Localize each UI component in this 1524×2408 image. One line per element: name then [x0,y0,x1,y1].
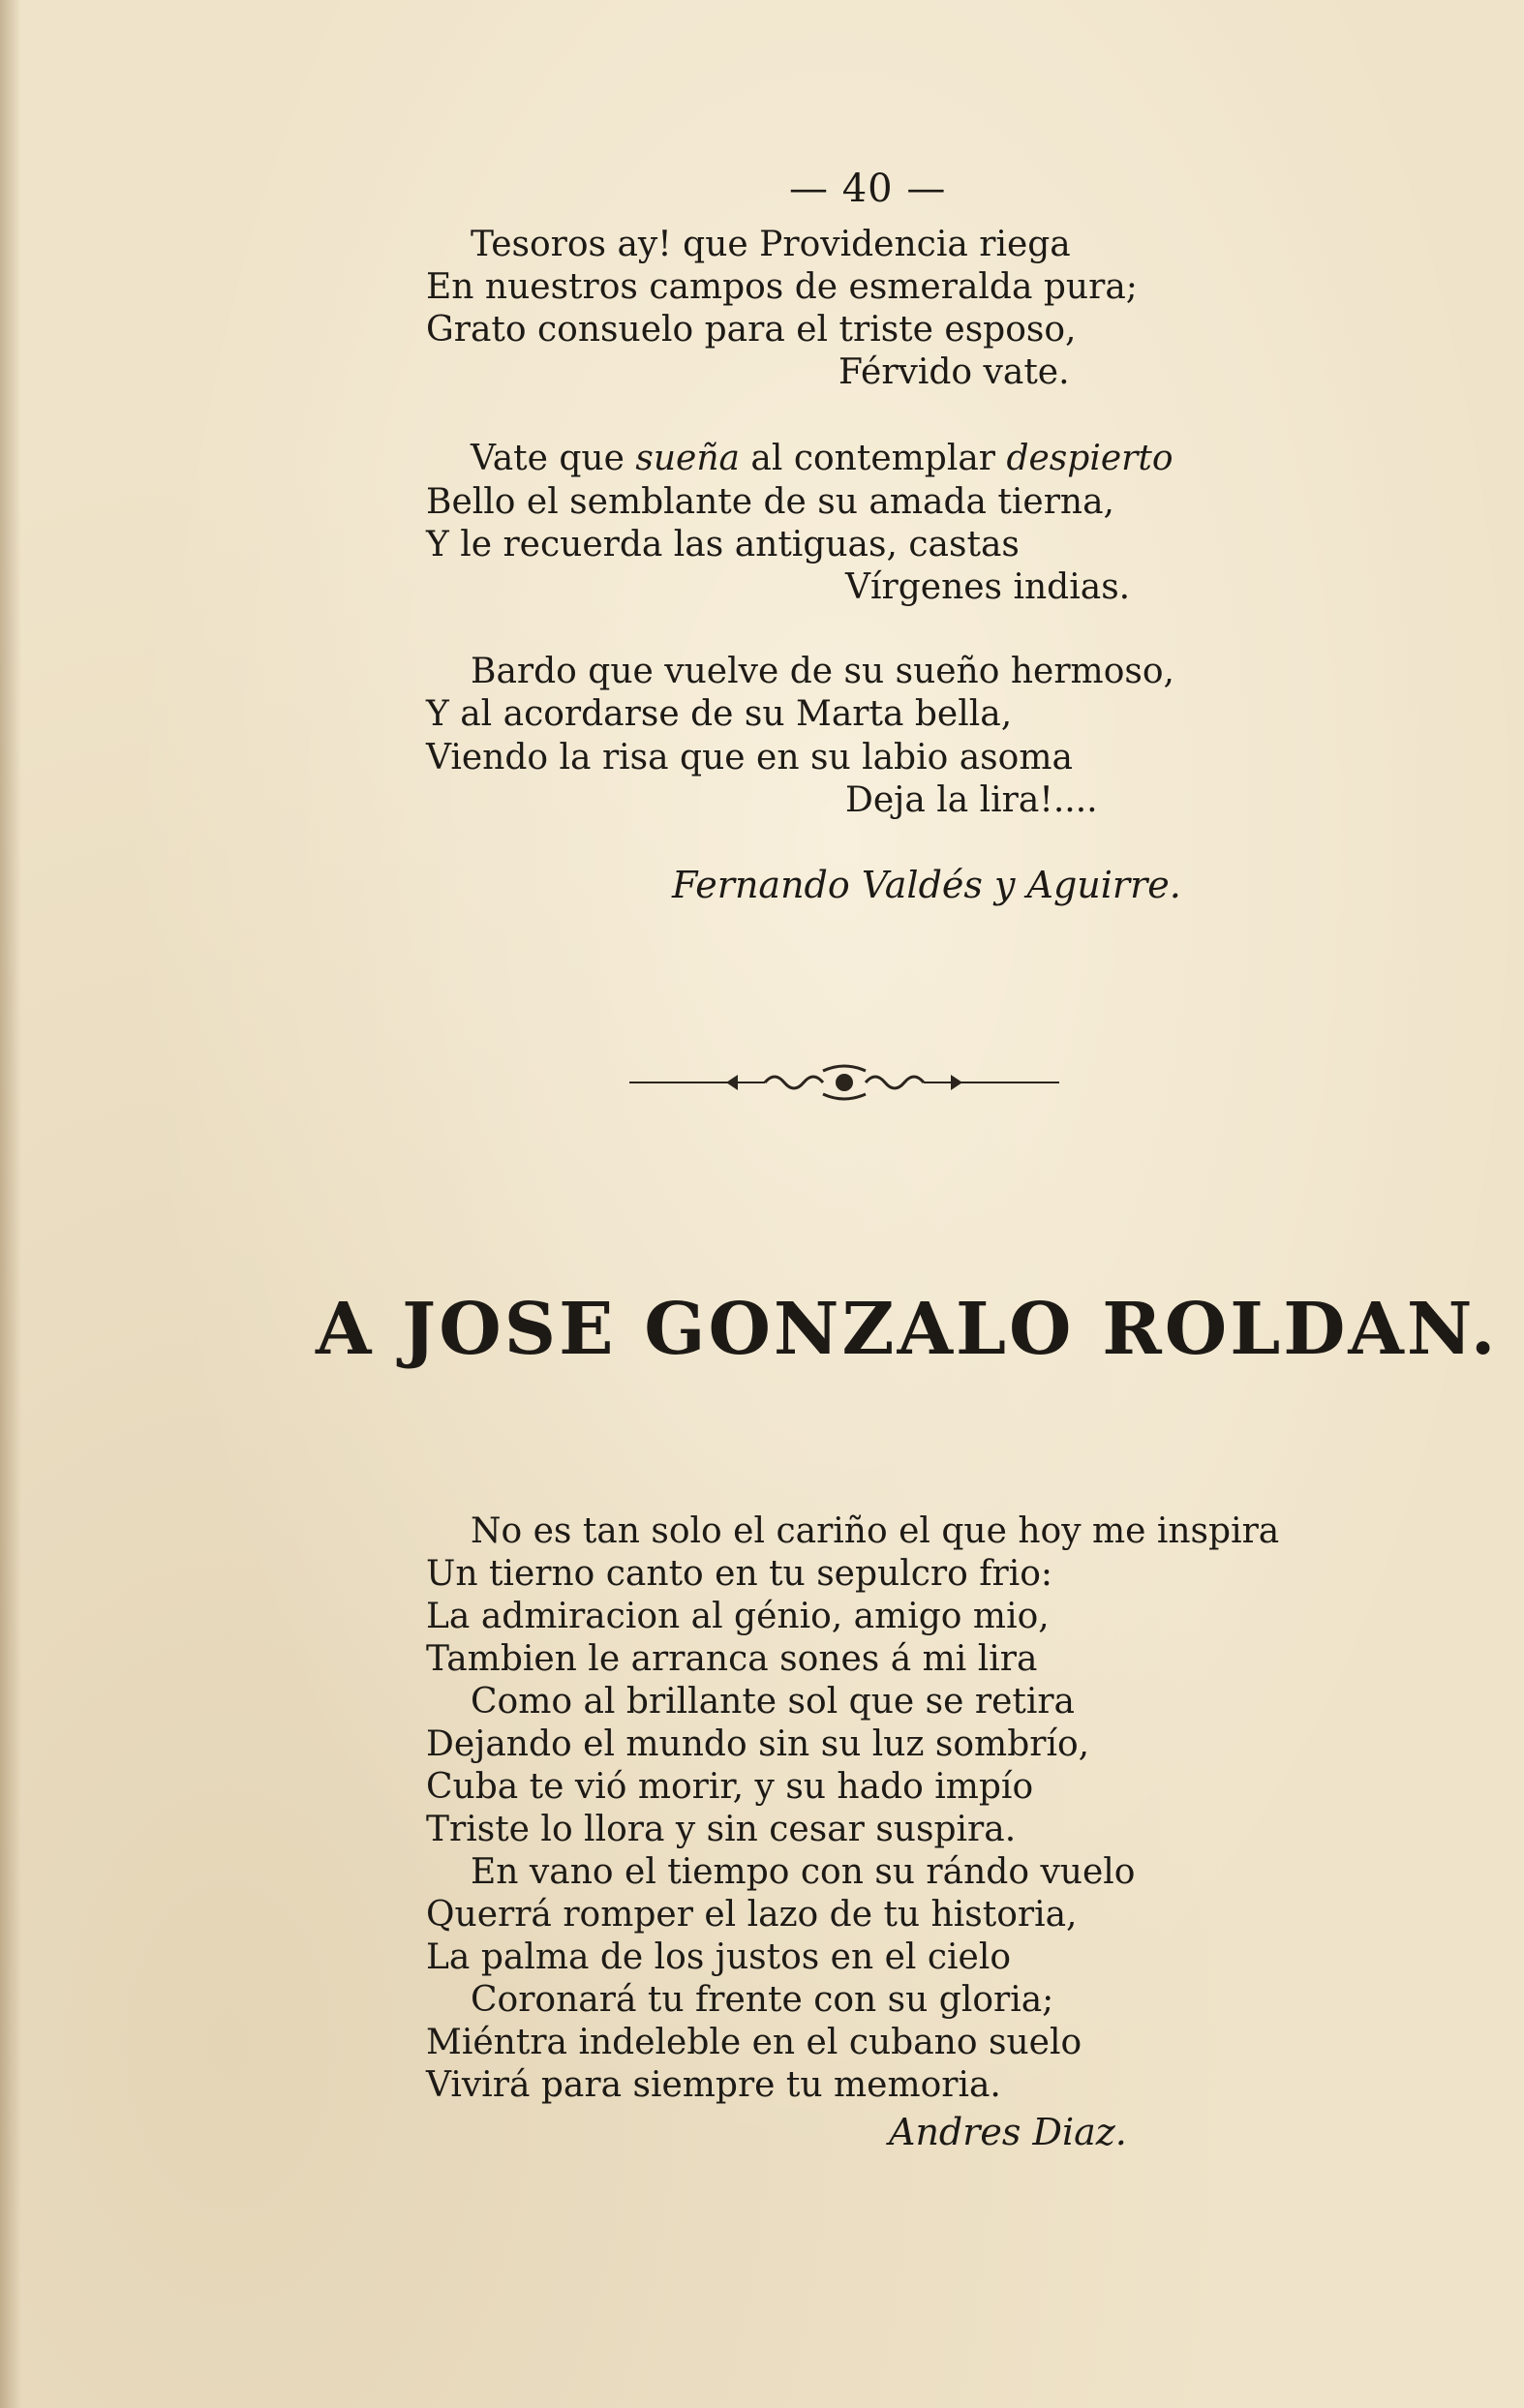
poem-line: Y al acordarse de su Marta bella, [426,694,1013,734]
poem-line: Vírgenes indias. [845,567,1131,607]
poem-line: Coronará tu frente con su gloria; [471,1980,1054,2020]
page-binding-edge [0,0,21,2408]
poem-line: Y le recuerda las antiguas, castas [426,525,1020,564]
poem-2-signature: Andres Diaz. [889,2111,1127,2153]
poem-line: Bardo que vuelve de su sueño hermoso, [471,652,1174,691]
poem-line: Triste lo llora y sin cesar suspira. [426,1810,1017,1849]
poem-line: No es tan solo el cariño el que hoy me inspira [471,1511,1280,1551]
poem-line: Cuba te vió morir, y su hado impío [426,1767,1034,1807]
poem-line: Férvido vate. [838,352,1070,392]
ornamental-divider-icon [629,1063,1059,1102]
poem-line: Tesoros ay! que Providencia riega [471,225,1071,264]
poem-2-title: A JOSE GONZALO ROLDAN. [316,1288,1499,1371]
poem-line: La palma de los justos en el cielo [426,1937,1012,1977]
poem-line: Viendo la risa que en su labio asoma [426,738,1073,777]
poem-line: Vivirá para siempre tu memoria. [426,2065,1001,2105]
poem-line: Miéntra indeleble en el cubano suelo [426,2023,1082,2062]
poem-line: Dejando el mundo sin su luz sombrío, [426,1724,1090,1764]
poem-line: En nuestros campos de esmeralda pura; [426,267,1138,307]
poem-line: Tambien le arranca sones á mi lira [426,1639,1038,1679]
poem-line: En vano el tiempo con su rándo vuelo [471,1852,1136,1892]
poem-1-signature: Fernando Valdés y Aguirre. [672,864,1181,906]
poem-line: Deja la lira!.... [845,780,1098,820]
page-number: — 40 — [789,167,947,211]
poem-line: La admiracion al génio, amigo mio, [426,1597,1050,1636]
poem-line: Como al brillante sol que se retira [471,1682,1076,1722]
poem-line: Vate que sueña al contemplar despierto [471,439,1173,478]
poem-line: Querrá romper el lazo de tu historia, [426,1895,1078,1935]
poem-line: Grato consuelo para el triste esposo, [426,310,1077,350]
poem-line: Un tierno canto en tu sepulcro frio: [426,1554,1053,1594]
poem-line: Bello el semblante de su amada tierna, [426,482,1114,522]
